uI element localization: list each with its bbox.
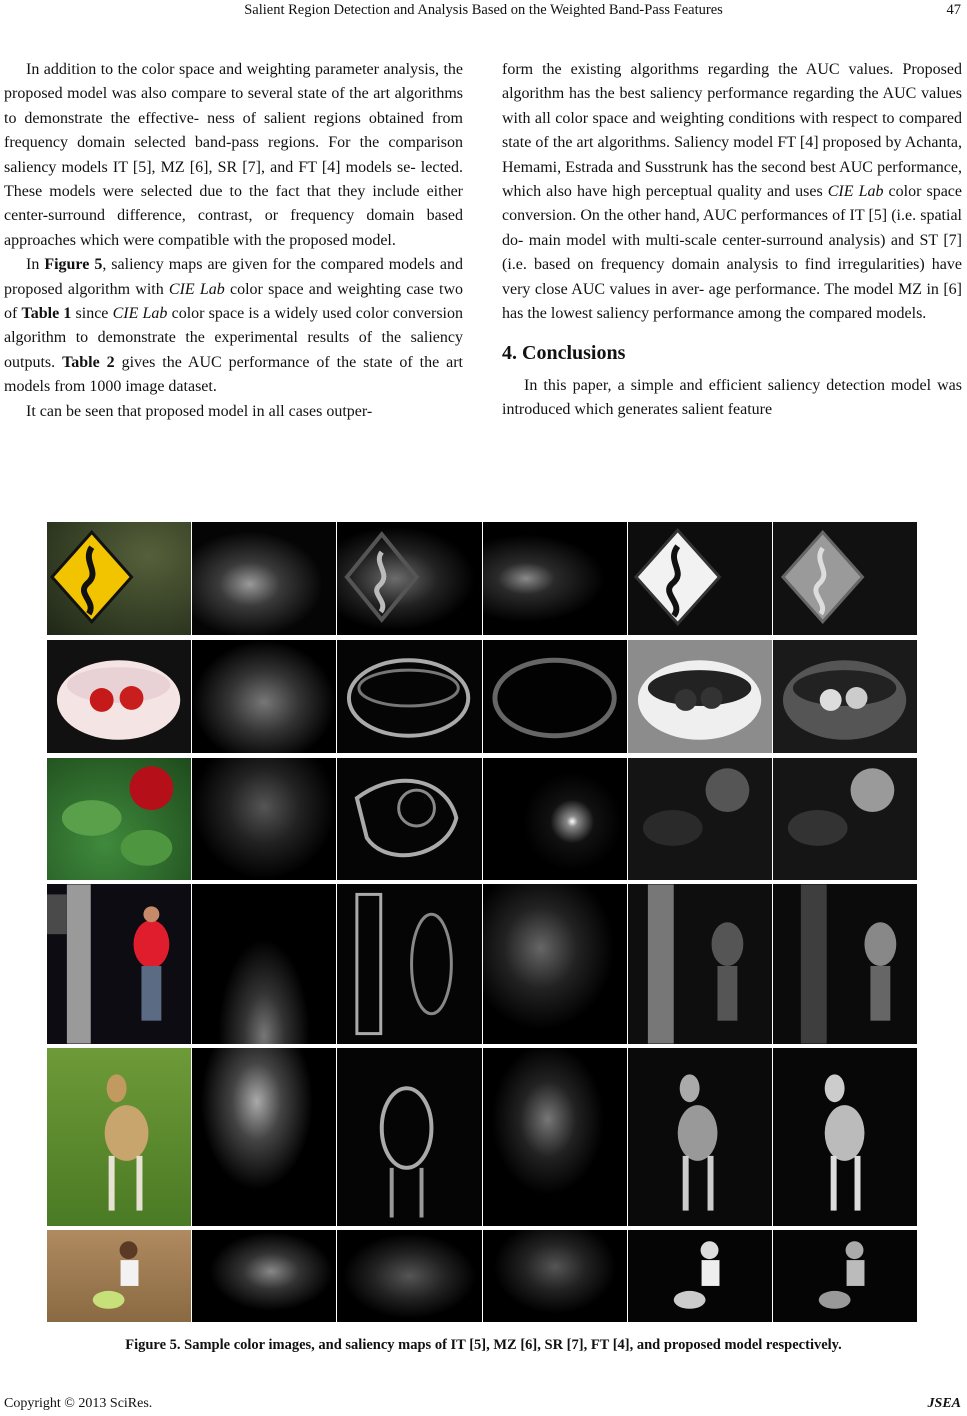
saliency-map-mz: [337, 1048, 481, 1226]
original-image: [47, 884, 191, 1044]
saliency-map-ft: [628, 884, 772, 1044]
saliency-map-sr: [483, 1230, 627, 1322]
figure-row: [47, 1048, 917, 1226]
figure-row: [47, 1230, 917, 1322]
saliency-map-sr: [483, 640, 627, 753]
saliency-map-sr: [483, 1048, 627, 1226]
saliency-map-sr: [483, 884, 627, 1044]
saliency-map-ft: [628, 1048, 772, 1226]
left-column: [4, 58, 463, 424]
paragraph: form the existing algorithms regarding the AUC values. Proposed algorithm has the best saliency performance regarding the AUC values with all color space and weighting conditions with respect to compared state of the art algorithms. Saliency model FT [4] proposed by Achanta, Hemami, Estrada and Susstrunk has the second best AUC performance, which also have high perceptual quality and uses CIE Lab color space conversion. On the other hand, AUC performances of IT [5] (i.e. spatial do- main model with multi-scale center-surround analysis) and ST [7] (i.e. based on frequency domain analysis to find irregularities) have very close AUC values in aver- age performance. The model MZ in [6] has the lowest saliency performance among the compared models.: [502, 61, 962, 323]
saliency-map-proposed: [773, 884, 917, 1044]
saliency-map-it: [192, 522, 336, 635]
saliency-map-mz: [337, 758, 481, 880]
figure-row: [47, 884, 917, 1044]
saliency-map-proposed: [773, 640, 917, 753]
saliency-map-it: [192, 1230, 336, 1322]
figure-row: [47, 522, 917, 635]
original-image: [47, 522, 191, 635]
figure-row: [47, 758, 917, 880]
section-heading: 4. Conclusions: [502, 342, 626, 365]
saliency-map-ft: [628, 640, 772, 753]
saliency-map-mz: [337, 522, 481, 635]
paragraph: It can be seen that proposed model in all cases outper-: [26, 402, 373, 420]
journal-name: JSEA: [927, 1396, 961, 1411]
paragraph: In this paper, a simple and efficient saliency detection model was introduced which generates salient feature: [502, 376, 962, 419]
saliency-map-proposed: [773, 1048, 917, 1226]
saliency-map-proposed: [773, 1230, 917, 1322]
original-image: [47, 640, 191, 753]
right-column: [502, 58, 962, 423]
running-title: Salient Region Detection and Analysis Based on the Weighted Band-Pass Features: [244, 2, 723, 18]
saliency-map-ft: [628, 522, 772, 635]
saliency-map-sr: [483, 758, 627, 880]
saliency-map-it: [192, 884, 336, 1044]
saliency-map-ft: [628, 1230, 772, 1322]
saliency-map-sr: [483, 522, 627, 635]
figure-5: [47, 522, 917, 1322]
saliency-map-mz: [337, 1230, 481, 1322]
saliency-map-ft: [628, 758, 772, 880]
saliency-map-it: [192, 640, 336, 753]
saliency-map-mz: [337, 884, 481, 1044]
saliency-map-it: [192, 758, 336, 880]
original-image: [47, 758, 191, 880]
original-image: [47, 1230, 191, 1322]
paragraph: In addition to the color space and weighting parameter analysis, the proposed model was also compare to several state of the art algorithms to demonstrate the effective- ness of salient regions obtained from frequency domain selected band-pass regions. For the comparison saliency models IT [5], MZ [6], SR [7], and FT [4] models se- lected. These models were selected due to the fact that they include either center-surround difference, contrast, or frequency domain based approaches which were compatible with the proposed model.: [4, 61, 463, 249]
copyright: Copyright © 2013 SciRes.: [4, 1396, 153, 1411]
page-number: 47: [946, 2, 961, 18]
saliency-map-proposed: [773, 522, 917, 635]
figure-caption: Figure 5. Sample color images, and saliency maps of IT [5], MZ [6], SR [7], FT [4], and proposed model respectively.: [125, 1337, 842, 1353]
saliency-map-mz: [337, 640, 481, 753]
saliency-map-proposed: [773, 758, 917, 880]
original-image: [47, 1048, 191, 1226]
saliency-map-it: [192, 1048, 336, 1226]
paragraph: In Figure 5, saliency maps are given for the compared models and proposed algorithm with CIE Lab color space and weighting case two of Table 1 since CIE Lab color space is a widely used color conversion algorithm to demonstrate the experimental results of the saliency outputs. Table 2 gives the AUC performance of the state of the art models from 1000 image dataset.: [4, 256, 464, 396]
figure-row: [47, 640, 917, 753]
